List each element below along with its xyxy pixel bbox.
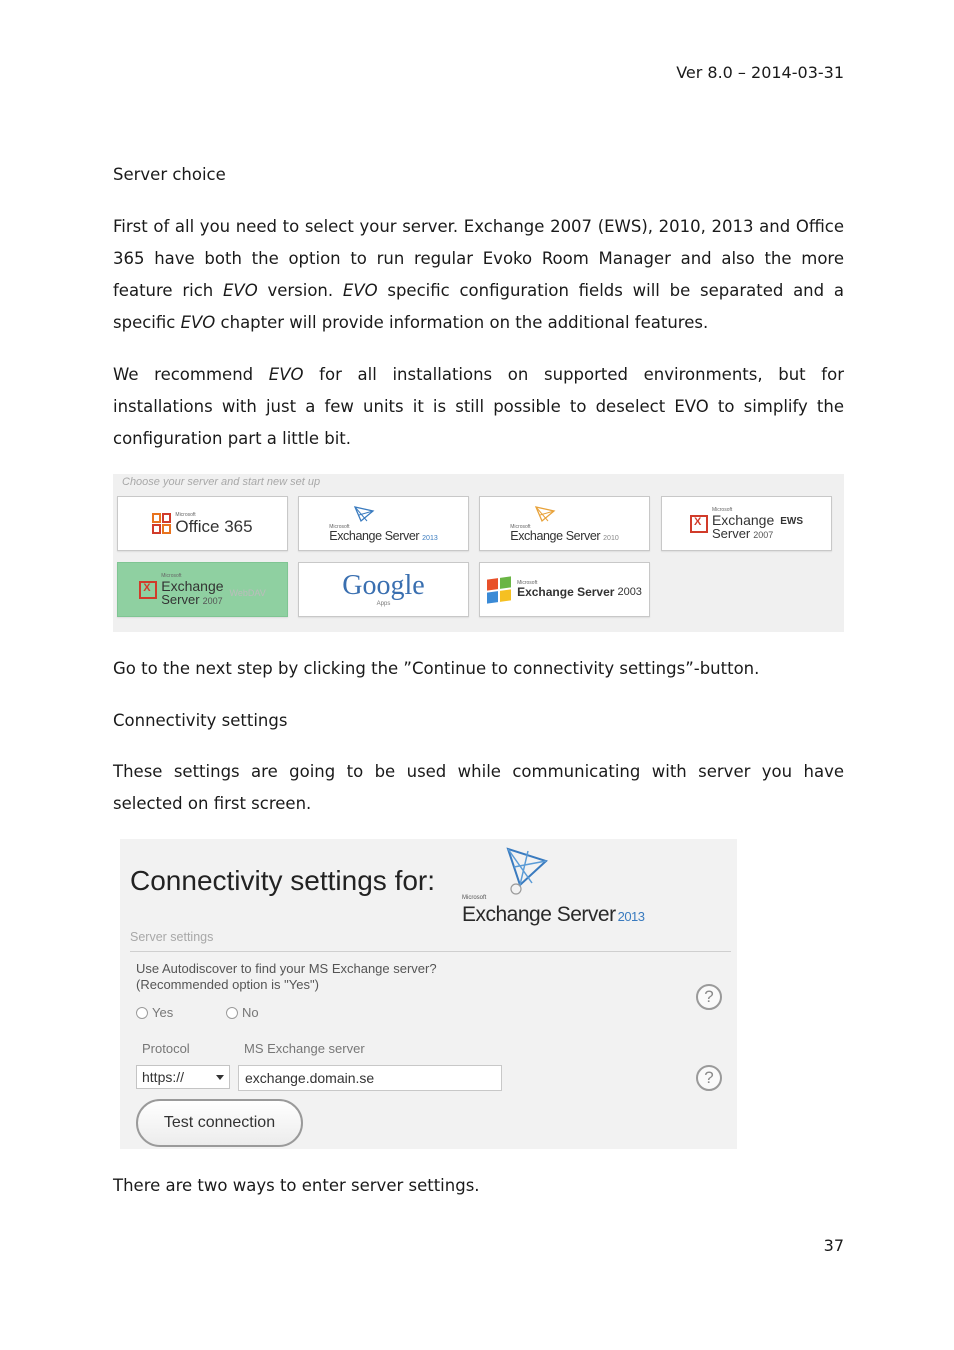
tile-line2: Server: [711, 525, 751, 541]
exchange-2007-webdav-tile[interactable]: [117, 562, 288, 617]
exchange-2010-tile[interactable]: [479, 496, 650, 551]
ews-tag: EWS: [780, 516, 804, 527]
protocol-label: Protocol: [142, 1041, 190, 1056]
tile-line1: Exchange: [711, 511, 775, 528]
tile-name: Google: [342, 570, 425, 601]
exchange-server-label: MS Exchange server: [244, 1041, 365, 1056]
text-run: specific configuration fields will be separated and a specific: [113, 281, 844, 332]
radio-no-circle[interactable]: [226, 1007, 238, 1019]
exchange-logo-icon: [690, 515, 708, 533]
text-run: chapter will provide information on the additional features.: [215, 313, 709, 332]
protocol-value: https://: [142, 1069, 185, 1085]
evo-emphasis: EVO: [180, 313, 216, 332]
tile-year: 2003: [617, 586, 642, 598]
evo-emphasis: EVO: [342, 281, 378, 300]
exchange-logo-icon: [139, 581, 157, 599]
question-line-1: Use Autodiscover to find your MS Exchange server?: [136, 961, 437, 976]
help-icon[interactable]: ?: [696, 984, 722, 1010]
connectivity-paragraph: These settings are going to be used while communicating with server you have selected on first screen.: [113, 762, 844, 813]
evo-emphasis: EVO: [268, 365, 304, 384]
tile-micro-label: Microsoft: [517, 580, 538, 586]
tile-year: 2013: [422, 535, 438, 543]
divider: [130, 951, 731, 952]
connectivity-screenshot: [120, 839, 737, 1149]
exchange-2003-tile[interactable]: [479, 562, 650, 617]
text-run: version.: [257, 281, 343, 300]
tile-line1: Exchange: [161, 577, 224, 594]
tile-micro-label: Microsoft: [175, 511, 196, 518]
evo-emphasis: EVO: [222, 281, 258, 300]
office365-tile[interactable]: [117, 496, 288, 551]
server-choice-paragraph-2: [113, 359, 844, 455]
panel-caption: Choose your server and start new set up: [122, 476, 321, 488]
google-apps-tile[interactable]: [298, 562, 469, 617]
tile-year: 2007: [202, 595, 223, 606]
sharepoint-star-icon: [502, 845, 552, 895]
windows-logo-icon: [487, 576, 511, 603]
radio-no[interactable]: [226, 1005, 259, 1020]
logo-year: 2013: [617, 909, 645, 924]
version-label: Ver 8.0 – 2014-03-31: [676, 63, 844, 82]
radio-yes[interactable]: [136, 1005, 173, 1020]
logo-name: [462, 903, 645, 927]
server-choice-heading: Server choice: [113, 165, 226, 184]
tile-name: Office 365: [175, 516, 253, 536]
test-connection-button[interactable]: Test connection: [136, 1099, 303, 1147]
radio-yes-circle[interactable]: [136, 1007, 148, 1019]
server-choice-screenshot: [113, 474, 844, 632]
chevron-down-icon: [216, 1075, 224, 1080]
radio-yes-label: Yes: [152, 1005, 174, 1020]
text-run: We recommend: [113, 365, 269, 384]
logo-name-text: Exchange Server: [462, 903, 616, 926]
text-run: First of all you need to select your server. Exchange 2007 (EWS), 2010, 2013 and Office 365 have both the option to run regular Evoko Room Manager and also the more feature rich: [113, 217, 844, 300]
tile-line2: Server: [161, 591, 200, 607]
connectivity-heading: Connectivity settings: [113, 711, 288, 730]
webdav-tag: WebDAV: [229, 587, 266, 598]
tile-micro-label: Microsoft: [161, 572, 182, 579]
question-line-2: (Recommended option is "Yes"): [136, 977, 319, 992]
tile-name: Exchange Server: [510, 528, 601, 543]
autodiscover-question: [136, 961, 437, 993]
continue-instruction: Go to the next step by clicking the ”Continue to connectivity settings”-button.: [113, 659, 760, 678]
tile-micro-label: Microsoft: [329, 523, 350, 530]
exchange-2010-logo-icon: [534, 505, 556, 523]
exchange-2013-tile[interactable]: [298, 496, 469, 551]
server-choice-paragraph-1: [113, 211, 844, 339]
text-run: for all installations on supported environments, but for installations with just a few units it is still possible to deselect EVO to simplify the configuration part a little bit.: [113, 365, 844, 448]
protocol-select[interactable]: [136, 1065, 230, 1089]
tile-year: 2010: [603, 535, 619, 543]
help-icon[interactable]: ?: [696, 1065, 722, 1091]
tile-name: Exchange Server: [329, 528, 420, 543]
tile-sub: Apps: [376, 601, 391, 607]
connectivity-title: Connectivity settings for:: [130, 865, 436, 896]
closing-paragraph: There are two ways to enter server settings.: [113, 1176, 480, 1195]
tile-year: 2007: [753, 529, 774, 540]
page-number: 37: [823, 1236, 844, 1255]
tile-micro-label: Microsoft: [510, 523, 531, 530]
exchange-2013-logo-icon: [353, 505, 375, 523]
server-settings-label: Server settings: [130, 930, 214, 944]
exchange-2007-ews-tile[interactable]: [661, 496, 832, 551]
exchange-server-input[interactable]: [238, 1065, 502, 1091]
tile-micro-label: Microsoft: [711, 506, 733, 513]
tile-name: Exchange Server: [517, 585, 615, 599]
exchange-2013-logo: [462, 845, 652, 929]
logo-micro-label: Microsoft: [462, 895, 487, 901]
radio-no-label: No: [242, 1005, 259, 1020]
office-logo-icon: [152, 513, 172, 535]
